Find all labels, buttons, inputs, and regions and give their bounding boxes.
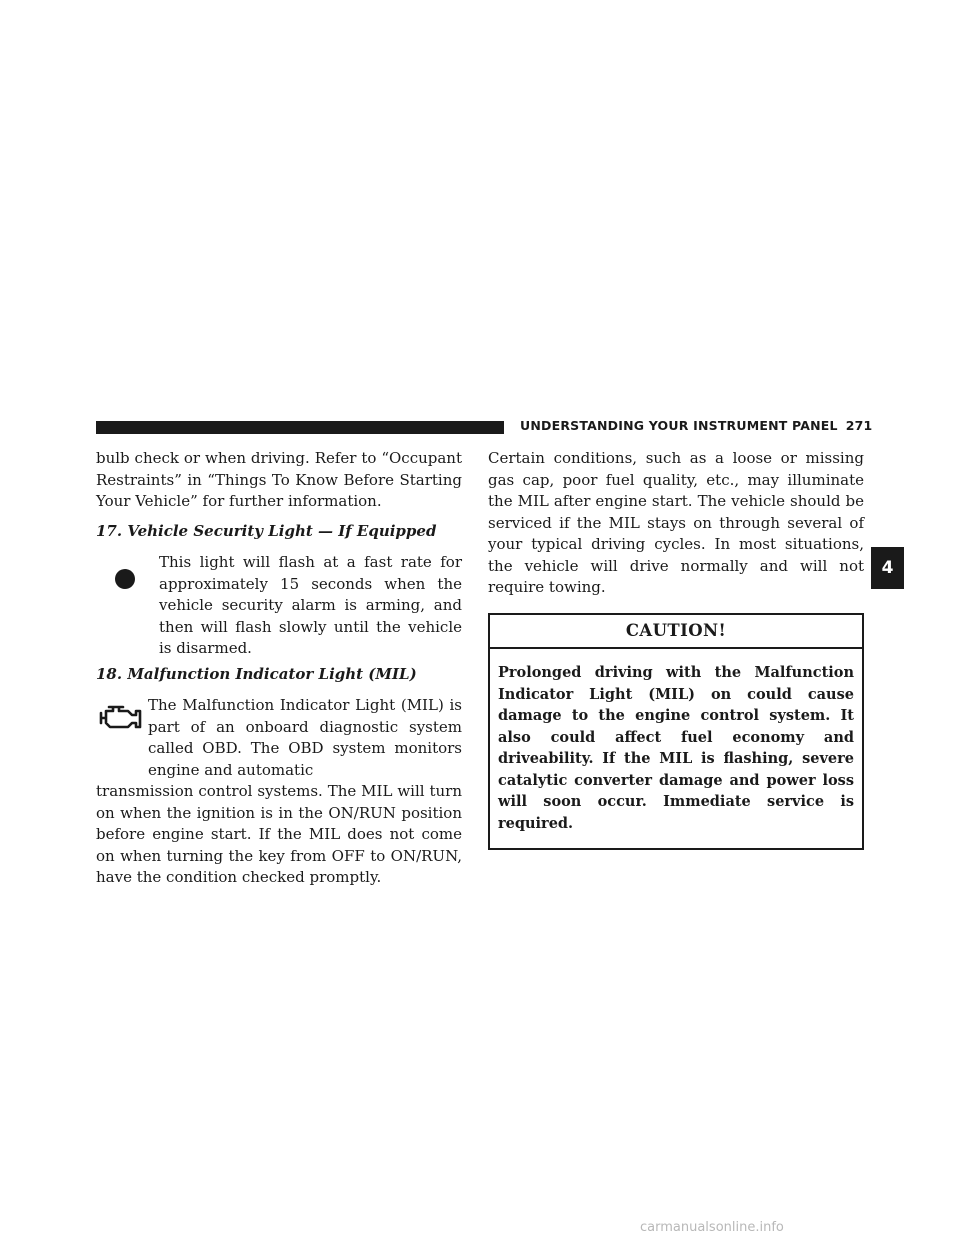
caution-text: Prolonged driving with the Malfunction Indicator Light (MIL) on could cause damage to the engine control system. It also could affect fuel economy and driveability. If the MIL is flashing, severe catalytic converter damage and power loss will soon occur. Immediate service is required.	[498, 664, 854, 832]
header-bar	[96, 421, 504, 434]
watermark: carmanualsonline.info	[640, 1220, 784, 1235]
chapter-tab: 4	[871, 547, 904, 589]
caution-box	[488, 613, 864, 851]
intro-paragraph: bulb check or when driving. Refer to “Occupant Restraints” in “Things To Know Before Starting Your Vehicle” for further information.	[96, 449, 462, 510]
header-title: UNDERSTANDING YOUR INSTRUMENT PANEL	[520, 418, 838, 433]
mil-description-indented: The Malfunction Indicator Light (MIL) is part of an onboard diagnostic system called OBD. The OBD system monitors engine and automatic	[148, 696, 462, 779]
page-number: 271	[845, 418, 873, 433]
left-column	[96, 448, 462, 889]
mil-section	[96, 695, 462, 889]
security-light-heading: 17. Vehicle Security Light — If Equipped	[96, 521, 437, 540]
conditions-paragraph: Certain conditions, such as a loose or missing gas cap, poor fuel quality, etc., may illuminate the MIL after engine start. The vehicle should be serviced if the MIL stays on through several of your typical driving cycles. In most situations, the vehicle will drive normally and will not require towing.	[488, 449, 864, 596]
mil-description-full: transmission control systems. The MIL will turn on when the ignition is in the ON/RUN position before engine start. If the MIL does not come on when turning the key from OFF to ON/RUN, have the condition checked promptly.	[96, 782, 462, 886]
caution-title: CAUTION!	[490, 615, 862, 650]
security-light-icon	[114, 568, 136, 597]
security-light-section	[96, 552, 462, 660]
security-light-description: This light will flash at a fast rate for approximately 15 seconds when the vehicle security alarm is arming, and then will flash slowly until the vehicle is disarmed.	[159, 553, 462, 657]
mil-heading: 18. Malfunction Indicator Light (MIL)	[96, 664, 417, 683]
check-engine-icon	[98, 701, 144, 740]
running-header	[520, 418, 873, 433]
right-column	[488, 448, 864, 850]
